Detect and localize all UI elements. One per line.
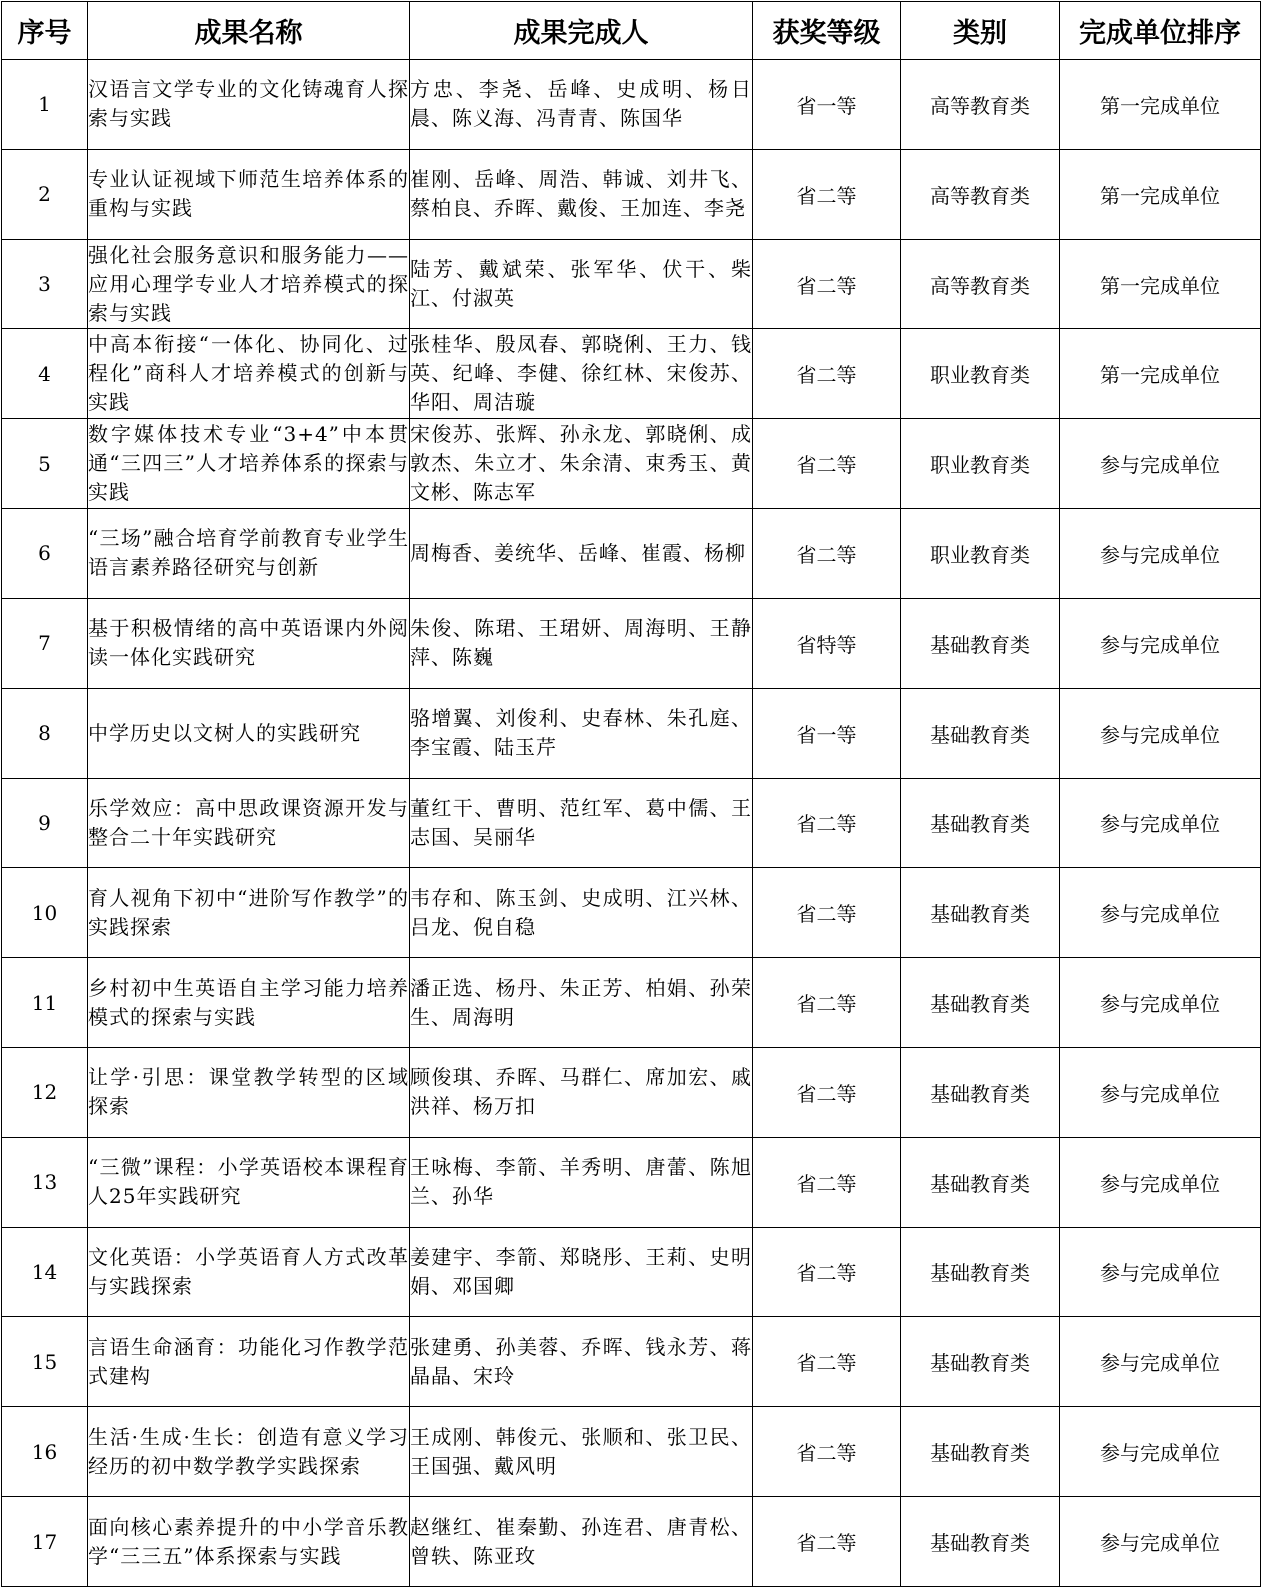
- row-number: 17: [2, 1497, 88, 1587]
- table-row: [2, 1047, 1261, 1137]
- unit-order: 参与完成单位: [1060, 419, 1261, 509]
- education-category: 基础教育类: [901, 958, 1060, 1048]
- unit-order: 第一完成单位: [1060, 239, 1261, 329]
- education-category: 职业教育类: [901, 509, 1060, 599]
- row-number: 10: [2, 868, 88, 958]
- header-row: [2, 2, 1261, 60]
- achievement-title: 专业认证视域下师范生培养体系的重构与实践: [88, 149, 410, 239]
- table-row: [2, 1317, 1261, 1407]
- education-category: 基础教育类: [901, 1137, 1060, 1227]
- table-row: [2, 958, 1261, 1048]
- education-category: 基础教育类: [901, 688, 1060, 778]
- table-row: [2, 149, 1261, 239]
- achievement-title: 言语生命涵育：功能化习作教学范式建构: [88, 1317, 410, 1407]
- achievement-people: 王成刚、韩俊元、张顺和、张卫民、王国强、戴风明: [410, 1407, 753, 1497]
- achievement-title: 乡村初中生英语自主学习能力培养模式的探索与实践: [88, 958, 410, 1048]
- achievement-people: 顾俊琪、乔晖、马群仁、席加宏、戚洪祥、杨万扣: [410, 1047, 753, 1137]
- row-number: 14: [2, 1227, 88, 1317]
- achievement-people: 周梅香、姜统华、岳峰、崔霞、杨柳: [410, 509, 753, 599]
- awards-table: [1, 1, 1261, 1587]
- row-number: 13: [2, 1137, 88, 1227]
- education-category: 高等教育类: [901, 60, 1060, 150]
- table-row: [2, 1497, 1261, 1587]
- row-number: 2: [2, 149, 88, 239]
- award-level: 省二等: [753, 1047, 901, 1137]
- achievement-people: 姜建宇、李箭、郑晓彤、王莉、史明娟、邓国卿: [410, 1227, 753, 1317]
- header-order: 完成单位排序: [1060, 2, 1261, 60]
- row-number: 4: [2, 329, 88, 419]
- row-number: 3: [2, 239, 88, 329]
- education-category: 基础教育类: [901, 778, 1060, 868]
- education-category: 高等教育类: [901, 149, 1060, 239]
- table-row: [2, 1137, 1261, 1227]
- achievement-people: 崔刚、岳峰、周浩、韩诚、刘井飞、蔡柏良、乔晖、戴俊、王加连、李尧: [410, 149, 753, 239]
- achievement-title: 中学历史以文树人的实践研究: [88, 688, 410, 778]
- achievement-people: 张桂华、殷凤春、郭晓俐、王力、钱英、纪峰、李健、徐红林、宋俊苏、华阳、周洁璇: [410, 329, 753, 419]
- award-level: 省二等: [753, 149, 901, 239]
- education-category: 职业教育类: [901, 419, 1060, 509]
- achievement-people: 朱俊、陈珺、王珺妍、周海明、王静萍、陈巍: [410, 598, 753, 688]
- unit-order: 参与完成单位: [1060, 1407, 1261, 1497]
- education-category: 基础教育类: [901, 1047, 1060, 1137]
- row-number: 11: [2, 958, 88, 1048]
- education-category: 职业教育类: [901, 329, 1060, 419]
- achievement-title: “三微”课程：小学英语校本课程育人25年实践研究: [88, 1137, 410, 1227]
- achievement-people: 张建勇、孙美蓉、乔晖、钱永芳、蒋晶晶、宋玲: [410, 1317, 753, 1407]
- achievement-title: 面向核心素养提升的中小学音乐教学“三三五”体系探索与实践: [88, 1497, 410, 1587]
- table-row: [2, 419, 1261, 509]
- header-people: 成果完成人: [410, 2, 753, 60]
- header-no: 序号: [2, 2, 88, 60]
- award-level: 省二等: [753, 958, 901, 1048]
- award-level: 省二等: [753, 1227, 901, 1317]
- achievement-title: 乐学效应：高中思政课资源开发与整合二十年实践研究: [88, 778, 410, 868]
- education-category: 基础教育类: [901, 1497, 1060, 1587]
- award-level: 省二等: [753, 1317, 901, 1407]
- achievement-people: 陆芳、戴斌荣、张军华、伏干、柴江、付淑英: [410, 239, 753, 329]
- education-category: 基础教育类: [901, 1317, 1060, 1407]
- award-level: 省二等: [753, 868, 901, 958]
- table-row: [2, 509, 1261, 599]
- education-category: 基础教育类: [901, 598, 1060, 688]
- unit-order: 第一完成单位: [1060, 149, 1261, 239]
- education-category: 基础教育类: [901, 868, 1060, 958]
- unit-order: 第一完成单位: [1060, 60, 1261, 150]
- achievement-people: 董红干、曹明、范红军、葛中儒、王志国、吴丽华: [410, 778, 753, 868]
- achievement-title: 数字媒体技术专业“3+4”中本贯通“三四三”人才培养体系的探索与实践: [88, 419, 410, 509]
- achievement-title: 中高本衔接“一体化、协同化、过程化”商科人才培养模式的创新与实践: [88, 329, 410, 419]
- award-level: 省二等: [753, 419, 901, 509]
- table-row: [2, 1407, 1261, 1497]
- unit-order: 参与完成单位: [1060, 778, 1261, 868]
- table-row: [2, 868, 1261, 958]
- award-level: 省二等: [753, 1497, 901, 1587]
- award-level: 省二等: [753, 778, 901, 868]
- table-row: [2, 1227, 1261, 1317]
- header-level: 获奖等级: [753, 2, 901, 60]
- achievement-people: 骆增翼、刘俊利、史春林、朱孔庭、李宝霞、陆玉芹: [410, 688, 753, 778]
- achievement-title: 生活·生成·生长：创造有意义学习经历的初中数学教学实践探索: [88, 1407, 410, 1497]
- award-level: 省一等: [753, 60, 901, 150]
- award-level: 省二等: [753, 239, 901, 329]
- award-level: 省二等: [753, 1137, 901, 1227]
- unit-order: 参与完成单位: [1060, 1047, 1261, 1137]
- unit-order: 参与完成单位: [1060, 868, 1261, 958]
- table-row: [2, 688, 1261, 778]
- unit-order: 参与完成单位: [1060, 598, 1261, 688]
- education-category: 高等教育类: [901, 239, 1060, 329]
- achievement-people: 韦存和、陈玉剑、史成明、江兴林、吕龙、倪自稳: [410, 868, 753, 958]
- achievement-people: 赵继红、崔秦勤、孙连君、唐青松、曾轶、陈亚玫: [410, 1497, 753, 1587]
- header-title: 成果名称: [88, 2, 410, 60]
- row-number: 1: [2, 60, 88, 150]
- row-number: 16: [2, 1407, 88, 1497]
- row-number: 8: [2, 688, 88, 778]
- row-number: 15: [2, 1317, 88, 1407]
- row-number: 9: [2, 778, 88, 868]
- achievement-people: 方忠、李尧、岳峰、史成明、杨日晨、陈义海、冯青青、陈国华: [410, 60, 753, 150]
- unit-order: 参与完成单位: [1060, 688, 1261, 778]
- achievement-people: 宋俊苏、张辉、孙永龙、郭晓俐、成敦杰、朱立才、朱余清、束秀玉、黄文彬、陈志军: [410, 419, 753, 509]
- award-level: 省一等: [753, 688, 901, 778]
- row-number: 12: [2, 1047, 88, 1137]
- achievement-title: “三场”融合培育学前教育专业学生语言素养路径研究与创新: [88, 509, 410, 599]
- unit-order: 参与完成单位: [1060, 1497, 1261, 1587]
- achievement-title: 育人视角下初中“进阶写作教学”的实践探索: [88, 868, 410, 958]
- unit-order: 参与完成单位: [1060, 1137, 1261, 1227]
- unit-order: 第一完成单位: [1060, 329, 1261, 419]
- education-category: 基础教育类: [901, 1227, 1060, 1317]
- table-row: [2, 778, 1261, 868]
- table-row: [2, 598, 1261, 688]
- table-row: [2, 329, 1261, 419]
- unit-order: 参与完成单位: [1060, 1317, 1261, 1407]
- achievement-title: 汉语言文学专业的文化铸魂育人探索与实践: [88, 60, 410, 150]
- achievement-title: 强化社会服务意识和服务能力——应用心理学专业人才培养模式的探索与实践: [88, 239, 410, 329]
- achievement-title: 文化英语：小学英语育人方式改革与实践探索: [88, 1227, 410, 1317]
- achievement-people: 王咏梅、李箭、羊秀明、唐蕾、陈旭兰、孙华: [410, 1137, 753, 1227]
- achievement-people: 潘正选、杨丹、朱正芳、柏娟、孙荣生、周海明: [410, 958, 753, 1048]
- award-level: 省二等: [753, 509, 901, 599]
- unit-order: 参与完成单位: [1060, 1227, 1261, 1317]
- achievement-title: 基于积极情绪的高中英语课内外阅读一体化实践研究: [88, 598, 410, 688]
- unit-order: 参与完成单位: [1060, 509, 1261, 599]
- header-category: 类别: [901, 2, 1060, 60]
- table-row: [2, 239, 1261, 329]
- table-row: [2, 60, 1261, 150]
- achievement-title: 让学·引思：课堂教学转型的区域探索: [88, 1047, 410, 1137]
- unit-order: 参与完成单位: [1060, 958, 1261, 1048]
- award-level: 省二等: [753, 329, 901, 419]
- row-number: 5: [2, 419, 88, 509]
- row-number: 6: [2, 509, 88, 599]
- award-level: 省二等: [753, 1407, 901, 1497]
- award-level: 省特等: [753, 598, 901, 688]
- row-number: 7: [2, 598, 88, 688]
- education-category: 基础教育类: [901, 1407, 1060, 1497]
